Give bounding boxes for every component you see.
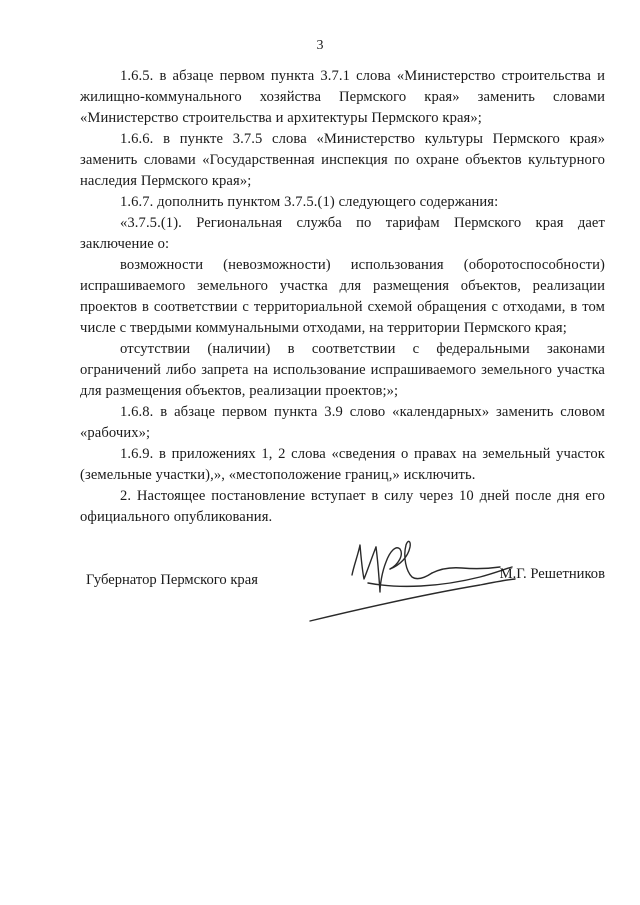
signature-block bbox=[80, 562, 605, 622]
paragraph-1-6-7: 1.6.7. дополнить пунктом 3.7.5.(1) следующего содержания: bbox=[120, 194, 499, 210]
paragraph-1-6-6: 1.6.6. в пункте 3.7.5 слова «Министерство культуры Пермского края» заменить словами «Государственная инспекция по охране объектов культурного наследия Пермского края»; bbox=[80, 131, 605, 189]
paragraph-1-6-8: 1.6.8. в абзаце первом пункта 3.9 слово «календарных» заменить словом «рабочих»; bbox=[80, 404, 605, 441]
paragraph-2-effective: 2. Настоящее постановление вступает в силу через 10 дней после дня его официального опубликования. bbox=[80, 488, 605, 525]
paragraph-absence: отсутствии (наличии) в соответствии с федеральными законами ограничений либо запрета на использование испрашиваемого земельного участка для размещения объектов, реализации проектов;»; bbox=[80, 341, 605, 399]
document-body bbox=[80, 66, 605, 528]
paragraph-3-7-5-1: «3.7.5.(1). Региональная служба по тарифам Пермского края дает заключение о: bbox=[80, 215, 605, 252]
signer-name: М.Г. Решетников bbox=[499, 566, 605, 582]
page-number: 3 bbox=[316, 38, 324, 53]
paragraph-1-6-5: 1.6.5. в абзаце первом пункта 3.7.1 слова «Министерство строительства и жилищно-коммунального хозяйства Пермского края» заменить словами «Министерство строительства и архитектуры Пермского края»; bbox=[80, 68, 605, 126]
handwritten-signature bbox=[290, 517, 530, 627]
paragraph-possibility: возможности (невозможности) использования (оборотоспособности) испрашиваемого земельного участка для размещения объектов, реализации проектов в соответствии с территориальной схемой обращения с отходами, в том числе с твердыми коммунальными отходами, на территории Пермского края; bbox=[80, 257, 605, 336]
signer-title: Губернатор Пермского края bbox=[86, 572, 258, 588]
paragraph-1-6-9: 1.6.9. в приложениях 1, 2 слова «сведения о правах на земельный участок (земельные участки),», «местоположение границ,» исключить. bbox=[80, 446, 605, 483]
